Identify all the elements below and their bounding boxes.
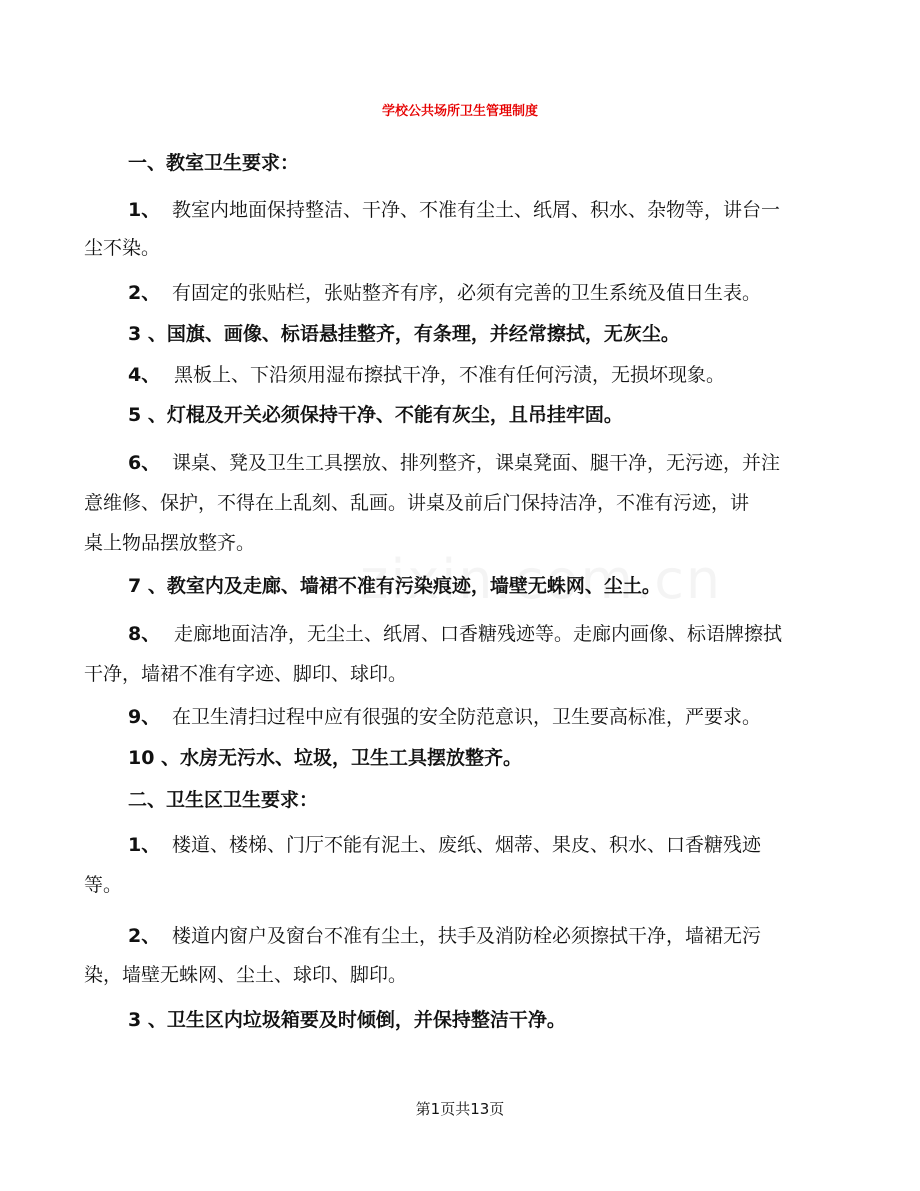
paragraph-continuation: 尘不染。 bbox=[84, 237, 161, 259]
paragraph-continuation: 桌上物品摆放整齐。 bbox=[84, 532, 256, 554]
item-text: 在卫生清扫过程中应有很强的安全防范意识，卫生要高标准，严要求。 bbox=[172, 706, 762, 728]
paragraph-continuation: 意维修、保护，不得在上乱刻、乱画。讲桌及前后门保持洁净，不准有污迹，讲 bbox=[84, 492, 750, 514]
section-heading-classroom: 一、教室卫生要求： bbox=[128, 152, 300, 174]
paragraph-zone-item-1 bbox=[0, 833, 920, 857]
paragraph-continuation: 等。 bbox=[84, 874, 123, 896]
paragraph-item-8 bbox=[0, 622, 920, 646]
item-text: 楼道、楼梯、门厅不能有泥土、废纸、烟蒂、果皮、积水、口香糖残迹 bbox=[172, 834, 762, 856]
paragraph-item-5: 5 、灯棍及开关必须保持干净、不能有灰尘，且吊挂牢固。 bbox=[128, 404, 623, 426]
item-text: 教室内地面保持整洁、干净、不准有尘土、纸屑、积水、杂物等，讲台一 bbox=[172, 199, 781, 221]
item-number: 2、 bbox=[128, 925, 161, 947]
paragraph-item-9 bbox=[0, 705, 920, 729]
item-number: 1、 bbox=[128, 199, 161, 221]
item-number: 1、 bbox=[128, 834, 161, 856]
item-number: 6、 bbox=[128, 452, 161, 474]
paragraph-item-6 bbox=[0, 451, 920, 475]
paragraph-item-3: 3 、国旗、画像、标语悬挂整齐，有条理，并经常擦拭，无灰尘。 bbox=[128, 323, 680, 345]
paragraph-continuation: 干净，墙裙不准有字迹、脚印、球印。 bbox=[84, 663, 408, 685]
item-number: 4、 bbox=[128, 364, 161, 386]
item-text: 黑板上、下沿须用湿布擦拭干净，不准有任何污渍，无损坏现象。 bbox=[174, 364, 726, 386]
paragraph-item-7: 7 、教室内及走廊、墙裙不准有污染痕迹，墙壁无蛛网、尘土。 bbox=[128, 575, 661, 597]
paragraph-item-1 bbox=[0, 198, 920, 222]
paragraph-item-2 bbox=[0, 281, 920, 305]
paragraph-item-4 bbox=[0, 363, 920, 387]
item-number: 8、 bbox=[128, 623, 161, 645]
paragraph-zone-item-3: 3 、卫生区内垃圾箱要及时倾倒，并保持整洁干净。 bbox=[128, 1009, 566, 1031]
page-footer: 第1页共13页 bbox=[415, 1100, 505, 1118]
document-title: 学校公共场所卫生管理制度 bbox=[381, 104, 538, 119]
item-text: 走廊地面洁净，无尘土、纸屑、口香糖残迹等。走廊内画像、标语牌擦拭 bbox=[174, 623, 783, 645]
paragraph-zone-item-2 bbox=[0, 924, 920, 948]
paragraph-continuation: 染，墙壁无蛛网、尘土、球印、脚印。 bbox=[84, 964, 408, 986]
item-number: 9、 bbox=[128, 706, 161, 728]
item-text: 有固定的张贴栏，张贴整齐有序，必须有完善的卫生系统及值日生表。 bbox=[172, 282, 762, 304]
paragraph-item-10: 10 、水房无污水、垃圾，卫生工具摆放整齐。 bbox=[128, 747, 523, 769]
item-text: 楼道内窗户及窗台不准有尘土，扶手及消防栓必须擦拭干净，墙裙无污 bbox=[172, 925, 762, 947]
section-heading-hygiene-zone: 二、卫生区卫生要求： bbox=[128, 789, 319, 811]
item-text: 课桌、凳及卫生工具摆放、排列整齐，课桌凳面、腿干净，无污迹，并注 bbox=[172, 452, 781, 474]
item-number: 2、 bbox=[128, 282, 161, 304]
